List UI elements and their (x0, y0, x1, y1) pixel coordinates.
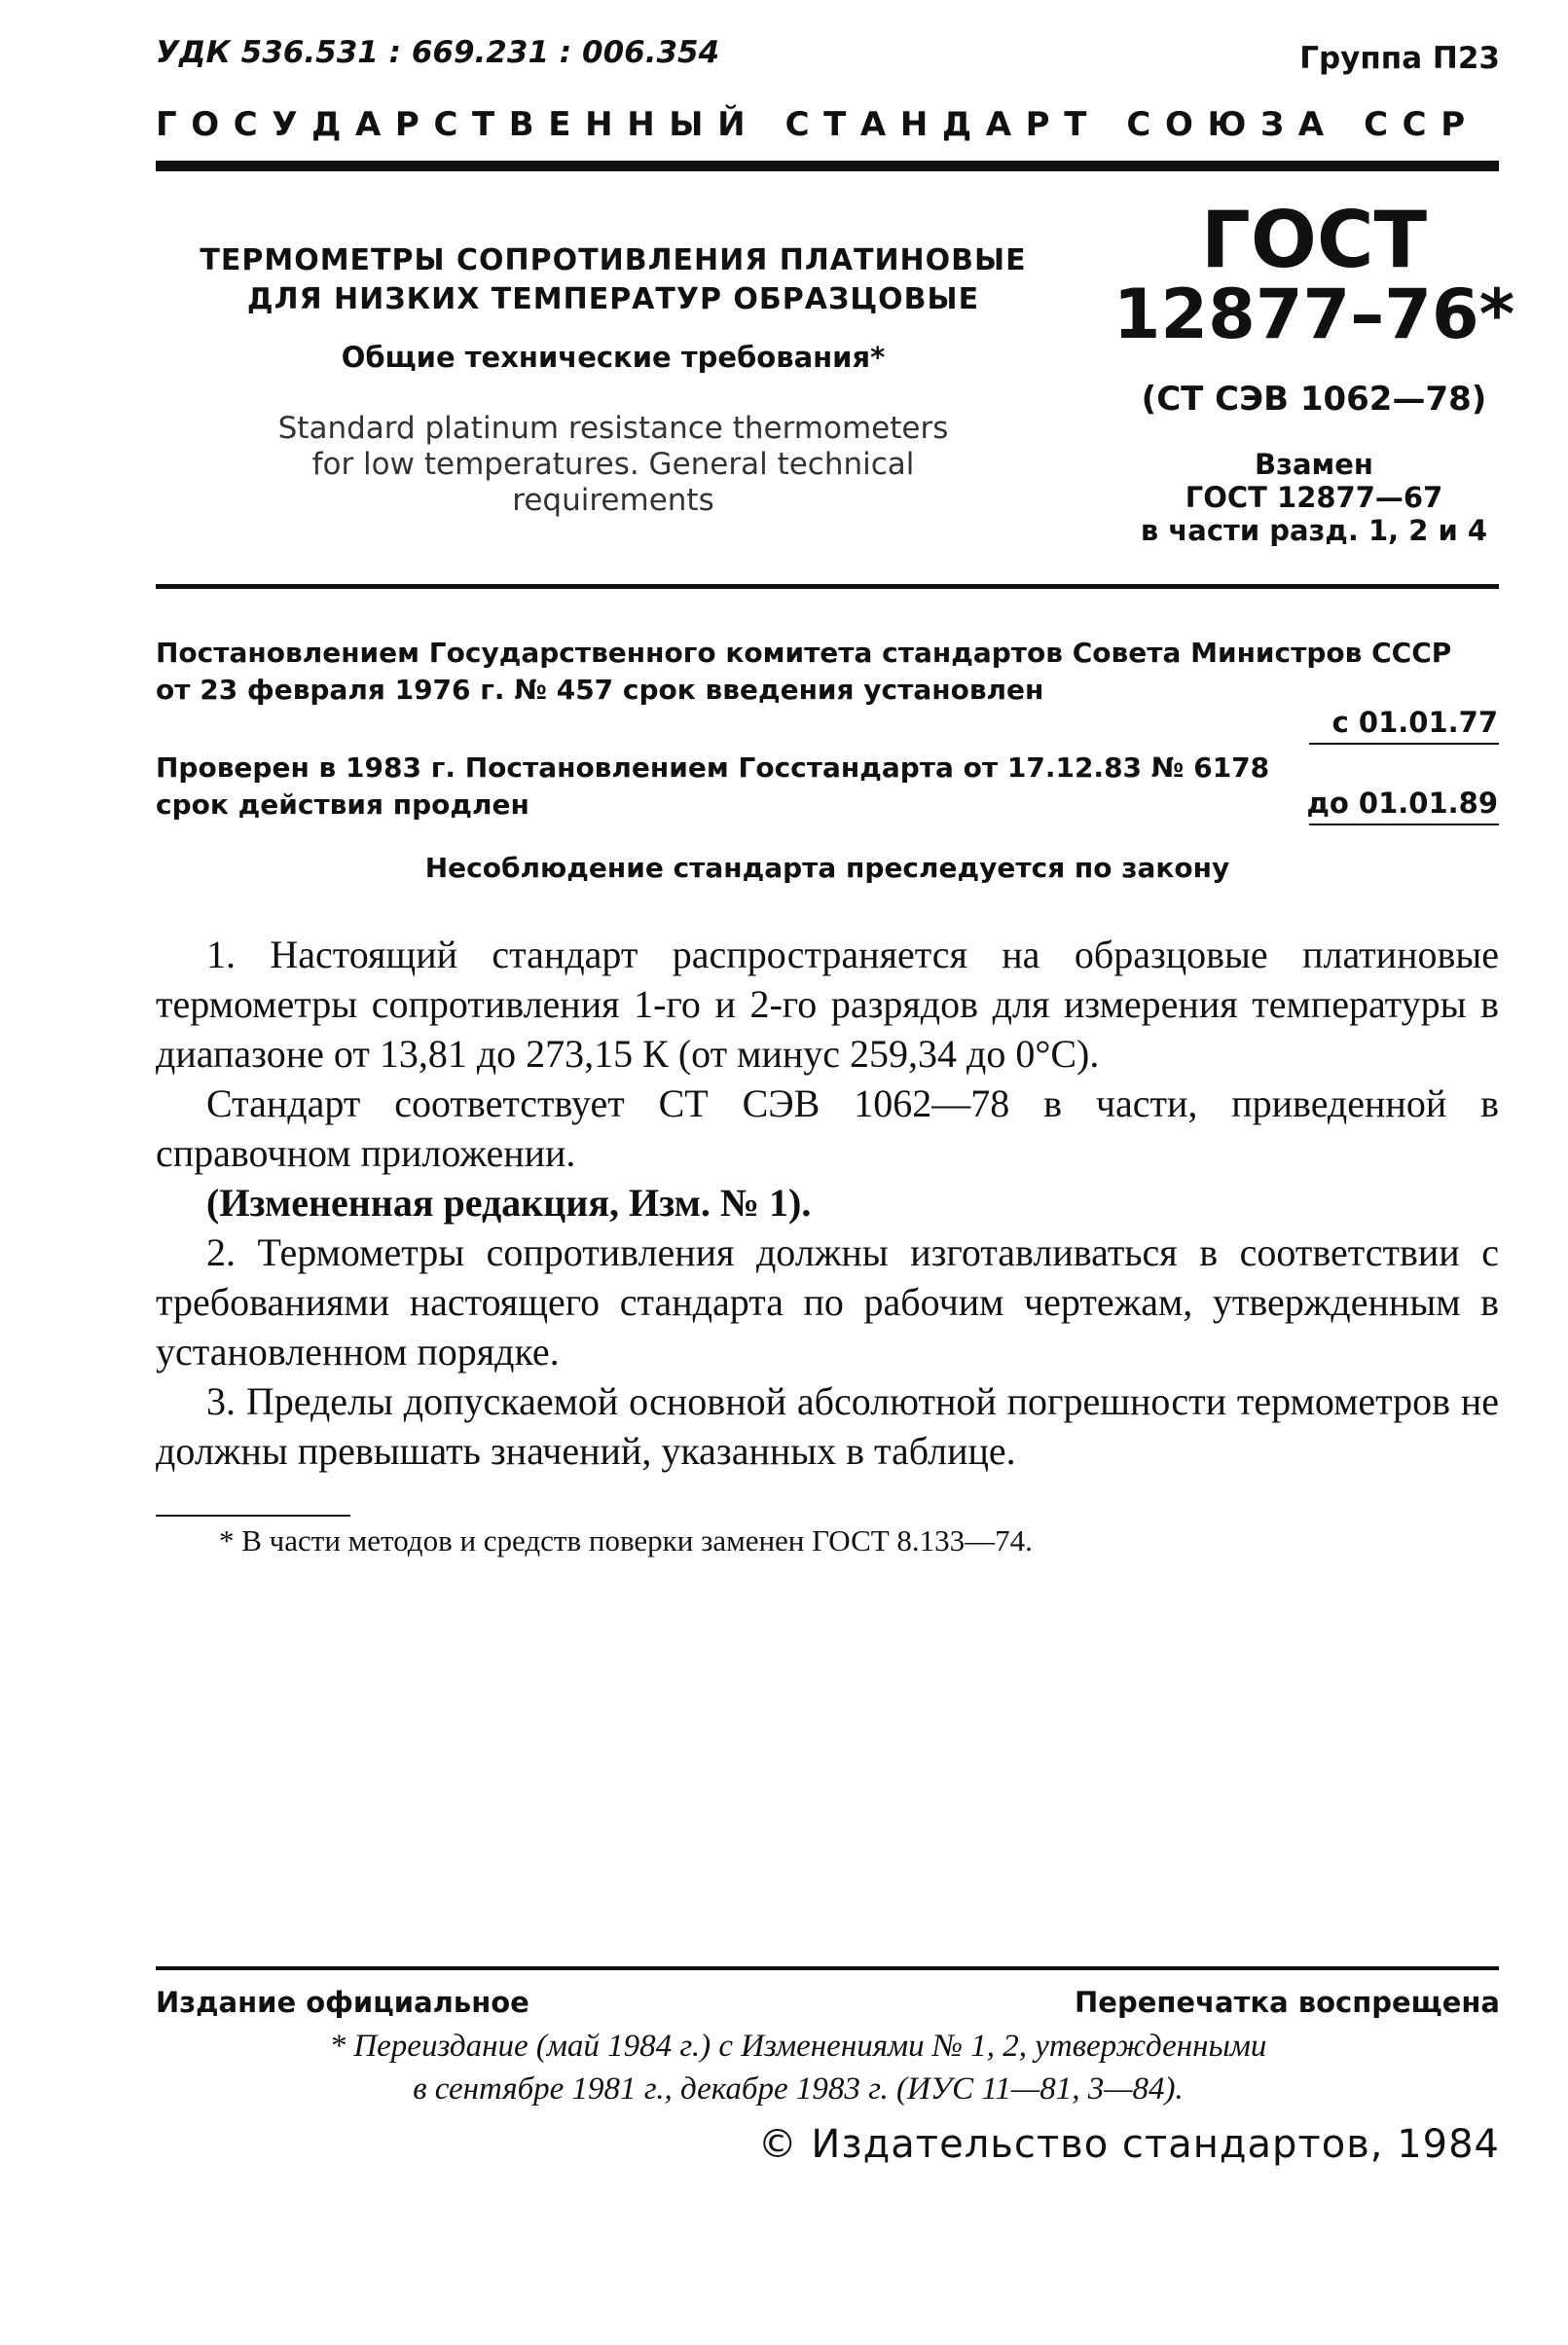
effective-date-underline (1309, 743, 1499, 745)
english-title-line-3: requirements (512, 483, 714, 518)
clause-3: 3. Пределы допускаемой основной абсолютной погрешности термометров не должны превышать значений, указанных в таблице. (156, 1379, 1499, 1473)
title-rule (156, 584, 1499, 589)
reprint-prohibited: Перепечатка воспрещена (1075, 1986, 1500, 2019)
sev-reference: (СТ СЭВ 1062—78) (1141, 380, 1487, 419)
footnote: * В части методов и средств поверки заменен ГОСТ 8.133—74. (219, 1523, 1033, 1557)
footnote-rule (156, 1515, 350, 1517)
clause-2: 2. Термометры сопротивления должны изготавливаться в соответствии с требованиями настоящего стандарта по рабочим чертежам, утвержденным в установленном порядке. (156, 1230, 1499, 1374)
gost-label: ГОСТ (1200, 195, 1428, 285)
english-title-line-2: for low temperatures. General technical (311, 447, 915, 482)
decree-line-1: Постановлением Государственного комитета стандартов Совета Министров СССР (156, 637, 1452, 669)
subtitle: Общие технические требования* (341, 341, 886, 374)
gost-number: 12877–76* (1112, 275, 1515, 354)
clause-1: 1. Настоящий стандарт распространяется на образцовые платиновые термометры сопротивления 1-го и 2-го разрядов для измерения температуры в диапазоне от 13,81 до 273,15 К (от минус 259,34 до 0°С). (156, 933, 1499, 1076)
group-code: Группа П23 (1299, 41, 1500, 76)
effective-date: с 01.01.77 (1331, 706, 1498, 739)
title-line-1: ТЕРМОМЕТРЫ СОПРОТИВЛЕНИЯ ПЛАТИНОВЫЕ (200, 243, 1027, 277)
replaces-parts: в части разд. 1, 2 и 4 (1140, 514, 1488, 547)
checked-line-2: срок действия продлен (156, 788, 529, 821)
amendment-note: (Измененная редакция, Изм. № 1). (206, 1181, 812, 1225)
english-title-line-1: Standard platinum resistance thermometers (277, 411, 949, 446)
replaces-gost: ГОСТ 12877—67 (1185, 481, 1443, 514)
reprint-note-line-1: * Переиздание (май 1984 г.) с Изменениями № 1, 2, утвержденными (329, 2029, 1267, 2064)
udk-code: УДК 536.531 : 669.231 : 006.354 (156, 35, 720, 70)
checked-line-1: Проверен в 1983 г. Постановлением Госстандарта от 17.12.83 № 6178 (156, 751, 1270, 784)
title-line-2: ДЛЯ НИЗКИХ ТЕМПЕРАТУР ОБРАЗЦОВЫЕ (246, 282, 980, 316)
replaces-block (1110, 448, 1518, 547)
decree-line-2: от 23 февраля 1976 г. № 457 срок введения установлен (156, 674, 1044, 706)
body-text (156, 930, 1499, 1476)
footer-rule (156, 1966, 1499, 1970)
extended-date-underline (1309, 824, 1499, 825)
publisher-copyright: © Издательство стандартов, 1984 (757, 2122, 1500, 2167)
header-rule (156, 161, 1499, 171)
replaces-label: Взамен (1255, 448, 1373, 481)
edition-official: Издание официальное (156, 1986, 529, 2019)
clause-1-compliance: Стандарт соответствует СТ СЭВ 1062—78 в части, приведенной в справочном приложении. (156, 1081, 1499, 1175)
extended-date: до 01.01.89 (1306, 787, 1498, 820)
legal-warning: Несоблюдение стандарта преследуется по закону (424, 852, 1230, 884)
reprint-note-line-2: в сентябре 1981 г., декабре 1983 г. (ИУС 11—81, 3—84). (413, 2071, 1184, 2107)
standard-banner: ГОСУДАРСТВЕННЫЙ СТАНДАРТ СОЮЗА ССР (156, 105, 1479, 144)
